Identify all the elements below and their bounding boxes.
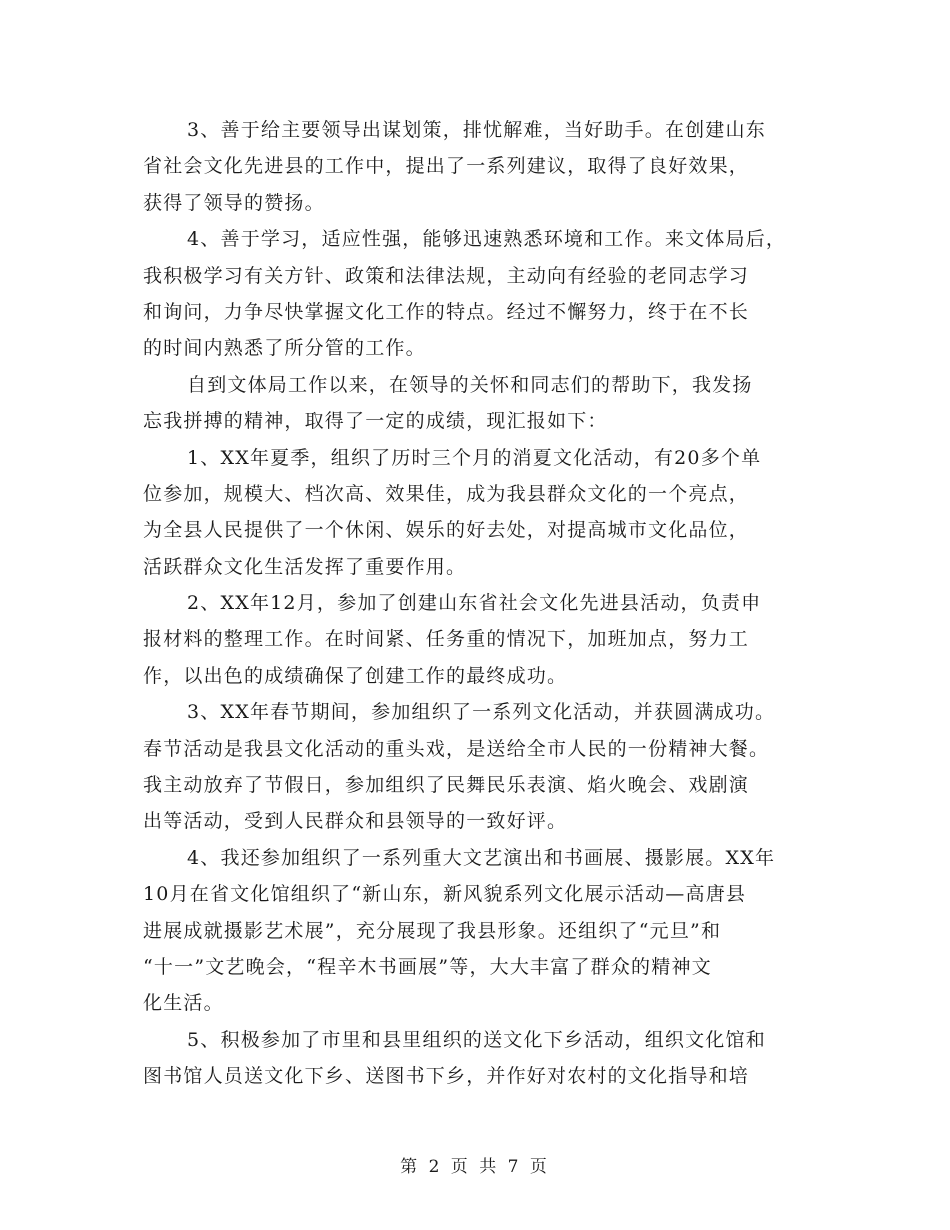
paragraph-spring-festival bbox=[143, 694, 803, 840]
text-line: 春节活动是我县文化活动的重头戏，是送给全市人民的一份精神大餐。 bbox=[143, 737, 770, 760]
paragraph-intro-report bbox=[143, 367, 803, 440]
paragraph-good-at-learning bbox=[143, 221, 803, 367]
text-line: 为全县人民提供了一个休闲、娱乐的好去处，对提高城市文化品位， bbox=[143, 519, 750, 542]
text-line: 进展成就摄影艺术展”，充分展现了我县形象。还组织了“元旦”和 bbox=[143, 919, 722, 942]
text-line: 忘我拼搏的精神，取得了一定的成绩，现汇报如下： bbox=[143, 410, 608, 433]
text-line: 5、积极参加了市里和县里组织的送文化下乡活动，组织文化馆和 bbox=[187, 1028, 766, 1051]
paragraph-december-campaign bbox=[143, 585, 803, 694]
text-line: 和询问，力争尽快掌握文化工作的特点。经过不懈努力，终于在不长 bbox=[143, 300, 750, 323]
text-line: 自到文体局工作以来，在领导的关怀和同志们的帮助下，我发扬 bbox=[187, 373, 753, 396]
text-line: 1、XX年夏季，组织了历时三个月的消夏文化活动，有20多个单 bbox=[187, 446, 762, 469]
text-line: 化生活。 bbox=[143, 992, 224, 1015]
text-line: 位参加，规模大、档次高、效果佳，成为我县群众文化的一个亮点， bbox=[143, 482, 750, 505]
text-line: 4、我还参加组织了一系列重大文艺演出和书画展、摄影展。XX年 bbox=[187, 846, 776, 869]
text-line: 3、XX年春节期间，参加组织了一系列文化活动，并获圆满成功。 bbox=[187, 701, 776, 724]
page-number-footer: 第 2 页 共 7 页 bbox=[400, 1157, 550, 1177]
text-line: 10月在省文化馆组织了“新山东，新风貌系列文化展示活动—高唐县 bbox=[143, 883, 747, 906]
text-line: 4、善于学习，适应性强，能够迅速熟悉环境和工作。来文体局后， bbox=[187, 228, 787, 251]
paragraph-exhibitions bbox=[143, 840, 803, 1022]
text-line: 出等活动，受到人民群众和县领导的一致好评。 bbox=[143, 810, 568, 833]
text-line: 报材料的整理工作。在时间紧、任务重的情况下，加班加点，努力工 bbox=[143, 628, 750, 651]
paragraph-countryside-culture bbox=[143, 1022, 803, 1095]
text-line: 省社会文化先进县的工作中，提出了一系列建议，取得了良好效果， bbox=[143, 155, 750, 178]
text-line: 2、XX年12月，参加了创建山东省社会文化先进县活动，负责申 bbox=[187, 592, 762, 615]
text-line: 我积极学习有关方针、政策和法律法规，主动向有经验的老同志学习 bbox=[143, 264, 750, 287]
document-body bbox=[143, 112, 803, 1095]
text-line: 我主动放弃了节假日，参加组织了民舞民乐表演、焰火晚会、戏剧演 bbox=[143, 774, 750, 797]
text-line: 图书馆人员送文化下乡、送图书下乡，并作好对农村的文化指导和培 bbox=[143, 1065, 750, 1088]
text-line: 活跃群众文化生活发挥了重要作用。 bbox=[143, 555, 467, 578]
paragraph-summer-activity bbox=[143, 440, 803, 586]
text-line: 3、善于给主要领导出谋划策，排忧解难，当好助手。在创建山东 bbox=[187, 119, 766, 141]
text-line: 的时间内熟悉了所分管的工作。 bbox=[143, 337, 426, 360]
text-line: 作，以出色的成绩确保了创建工作的最终成功。 bbox=[143, 664, 568, 687]
text-line: 获得了领导的赞扬。 bbox=[143, 191, 325, 214]
text-line: “十一”文艺晚会，“程辛木书画展”等，大大丰富了群众的精神文 bbox=[143, 955, 712, 978]
paragraph-assist-leaders bbox=[143, 112, 803, 221]
